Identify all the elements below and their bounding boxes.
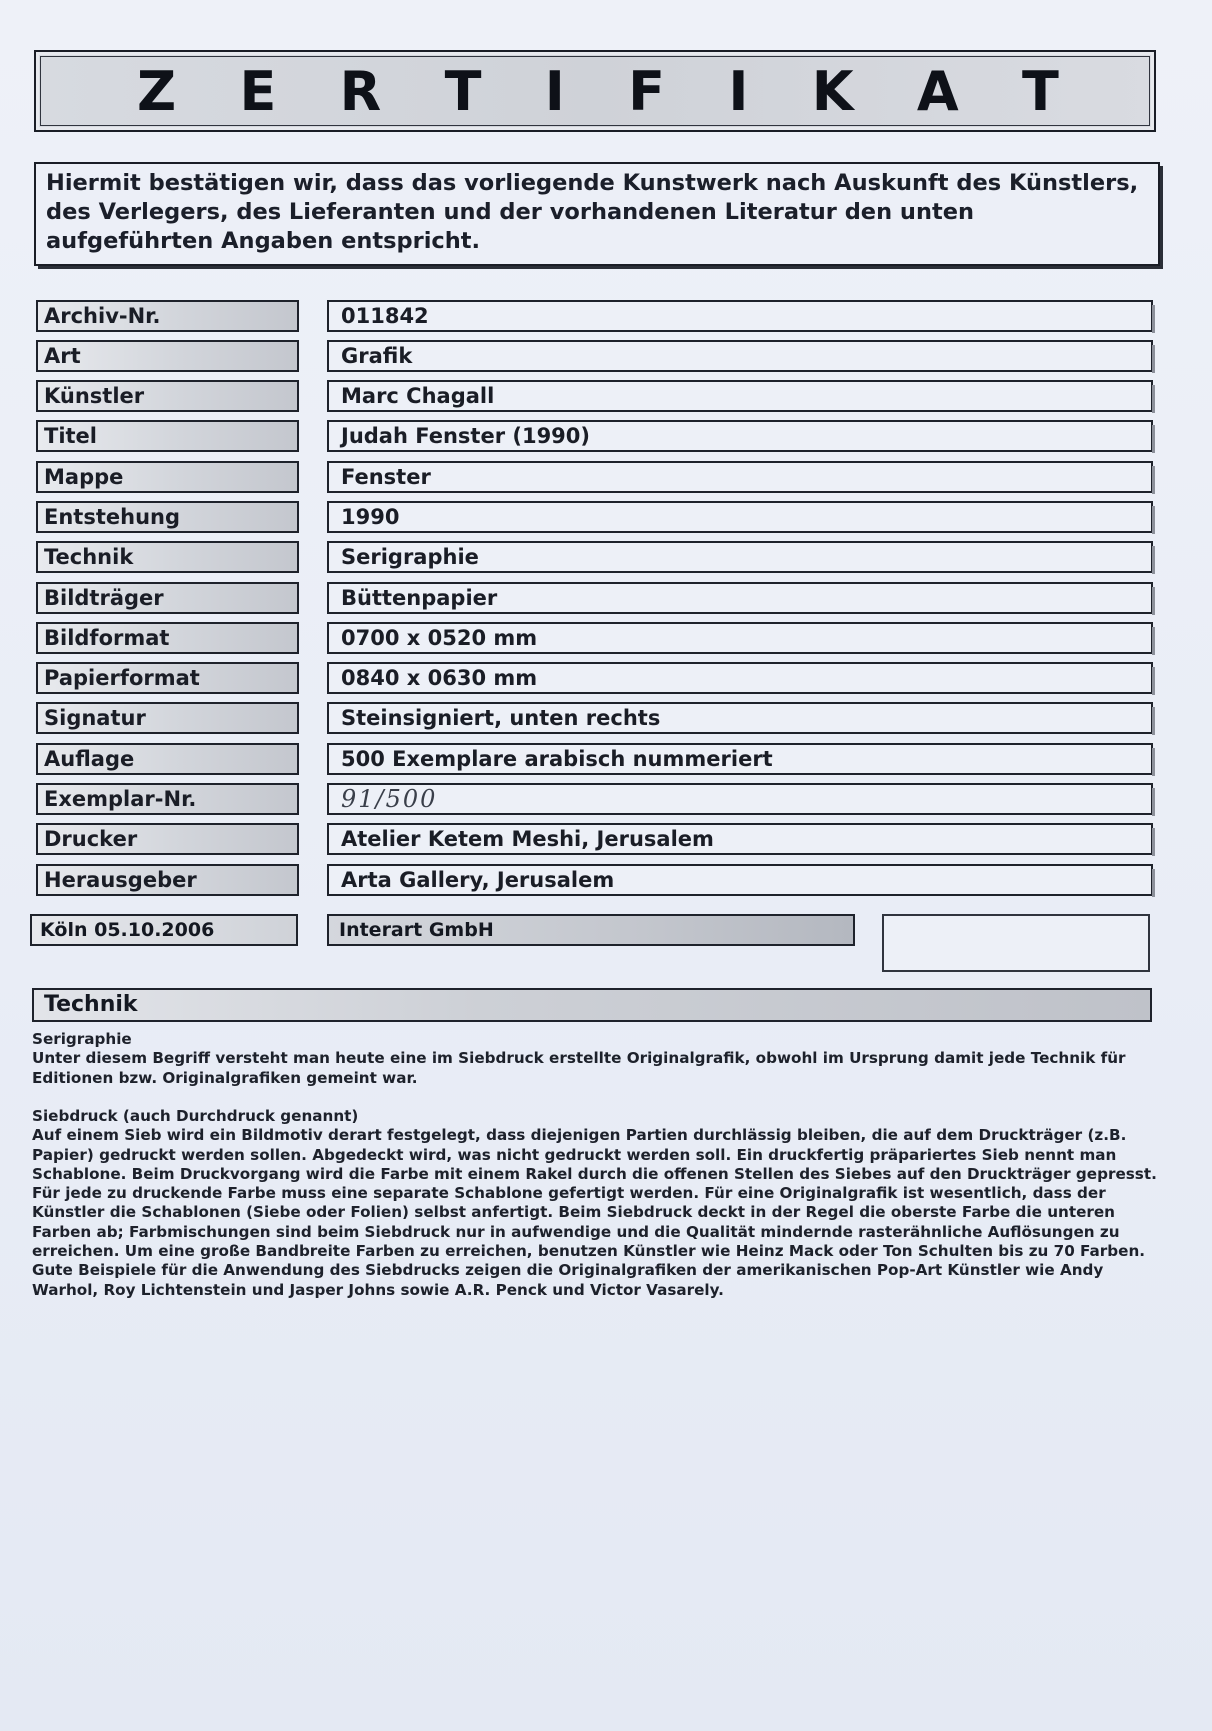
title-letter: R — [339, 59, 382, 123]
field-row — [0, 823, 1212, 857]
title-letter: Z — [137, 59, 177, 123]
field-row — [0, 582, 1212, 616]
place-date: Köln 05.10.2006 — [30, 914, 298, 946]
handwritten-edition-number: 91/500 — [341, 785, 438, 813]
field-value — [327, 783, 1153, 815]
title-letter: F — [628, 59, 666, 123]
field-row — [0, 300, 1212, 334]
footer-row — [0, 914, 1212, 974]
intro-statement: Hiermit bestätigen wir, dass das vorliegende Kunstwerk nach Auskunft des Künstlers, des Verlegers, des Lieferanten und der vorhandenen Literatur den unten aufgeführten Angaben entspricht. — [34, 162, 1160, 266]
title-letter: I — [544, 59, 565, 123]
certificate-title — [34, 50, 1156, 132]
title-letter: T — [1022, 59, 1059, 123]
technique-subtitle: Siebdruck (auch Durchdruck genannt) — [32, 1107, 359, 1125]
field-row — [0, 461, 1212, 495]
field-row — [0, 501, 1212, 535]
technique-paragraph: Auf einem Sieb wird ein Bildmotiv derart festgelegt, dass diejenigen Partien durchlässig bleiben, die auf dem Druckträger (z.B. Papier) gedruckt werden sollen. Abgedeckt wird, was nicht gedruckt werden soll. Ein druckfertig präpariertes Sieb nennt man Schablone. Beim Druckvorgang wird die Farbe mit einem Rakel durch die offenen Stellen des Siebes auf den Druckträger gepresst. Für jede zu druckende Farbe muss eine separate Schablone gefertigt werden. Für eine Originalgrafik ist wesentlich, dass der Künstler die Schablonen (Siebe oder Folien) selbst anfertigt. Beim Siebdruck deckt in der Regel die oberste Farbe die unteren Farben ab; Farbmischungen sind beim Siebdruck nur in aufwendige und die Qualität mindernde rasterähnliche Auflösungen zu erreichen. Um eine große Bandbreite Farben zu erreichen, benutzen Künstler wie Heinz Mack oder Ton Schulten bis zu 70 Farben. Gute Beispiele für die Anwendung des Siebdrucks zeigen die Originalgrafiken der amerikanischen Pop-Art Künstler wie Andy Warhol, Roy Lichtenstein und Jasper Johns sowie A.R. Penck und Victor Vasarely. — [32, 1126, 1157, 1299]
field-value: 011842 — [327, 300, 1153, 332]
field-label: Drucker — [36, 823, 299, 855]
field-label: Art — [36, 340, 299, 372]
field-value: Arta Gallery, Jerusalem — [327, 864, 1153, 896]
field-label: Papierformat — [36, 662, 299, 694]
field-label: Herausgeber — [36, 864, 299, 896]
field-value: 1990 — [327, 501, 1153, 533]
field-label: Signatur — [36, 702, 299, 734]
title-letters — [40, 56, 1150, 126]
field-row — [0, 340, 1212, 374]
title-letter: I — [728, 59, 749, 123]
field-value: Marc Chagall — [327, 380, 1153, 412]
field-value: Büttenpapier — [327, 582, 1153, 614]
technique-sub-siebdruck — [32, 1107, 1162, 1300]
technique-heading: Technik — [32, 988, 1152, 1022]
field-row — [0, 783, 1212, 817]
field-value: Serigraphie — [327, 541, 1153, 573]
title-letter: A — [916, 59, 959, 123]
field-label: Titel — [36, 420, 299, 452]
field-value: 0840 x 0630 mm — [327, 662, 1153, 694]
field-label: Bildträger — [36, 582, 299, 614]
technique-paragraph: Unter diesem Begriff versteht man heute eine im Siebdruck erstellte Originalgrafik, obwohl im Ursprung damit jede Technik für Editionen bzw. Originalgrafiken gemeint war. — [32, 1049, 1126, 1087]
field-row — [0, 662, 1212, 696]
title-letter: E — [239, 59, 277, 123]
title-letter: K — [811, 59, 854, 123]
field-value: Steinsigniert, unten rechts — [327, 702, 1153, 734]
field-label: Exemplar-Nr. — [36, 783, 299, 815]
field-row — [0, 420, 1212, 454]
field-label: Technik — [36, 541, 299, 573]
field-row — [0, 541, 1212, 575]
signature-box — [882, 914, 1150, 972]
field-label: Mappe — [36, 461, 299, 493]
field-value: 500 Exemplare arabisch nummeriert — [327, 743, 1153, 775]
field-row — [0, 864, 1212, 898]
technique-subtitle: Serigraphie — [32, 1030, 132, 1048]
field-row — [0, 743, 1212, 777]
company-name: Interart GmbH — [327, 914, 855, 946]
field-value: 0700 x 0520 mm — [327, 622, 1153, 654]
field-label: Bildformat — [36, 622, 299, 654]
field-row — [0, 380, 1212, 414]
field-label: Künstler — [36, 380, 299, 412]
field-value: Fenster — [327, 461, 1153, 493]
field-value: Grafik — [327, 340, 1153, 372]
field-label: Entstehung — [36, 501, 299, 533]
field-value: Atelier Ketem Meshi, Jerusalem — [327, 823, 1153, 855]
title-letter: T — [444, 59, 482, 123]
field-label: Auflage — [36, 743, 299, 775]
field-label: Archiv-Nr. — [36, 300, 299, 332]
technique-sub-serigraphie — [32, 1030, 1162, 1088]
field-row — [0, 702, 1212, 736]
field-value: Judah Fenster (1990) — [327, 420, 1153, 452]
field-row — [0, 622, 1212, 656]
